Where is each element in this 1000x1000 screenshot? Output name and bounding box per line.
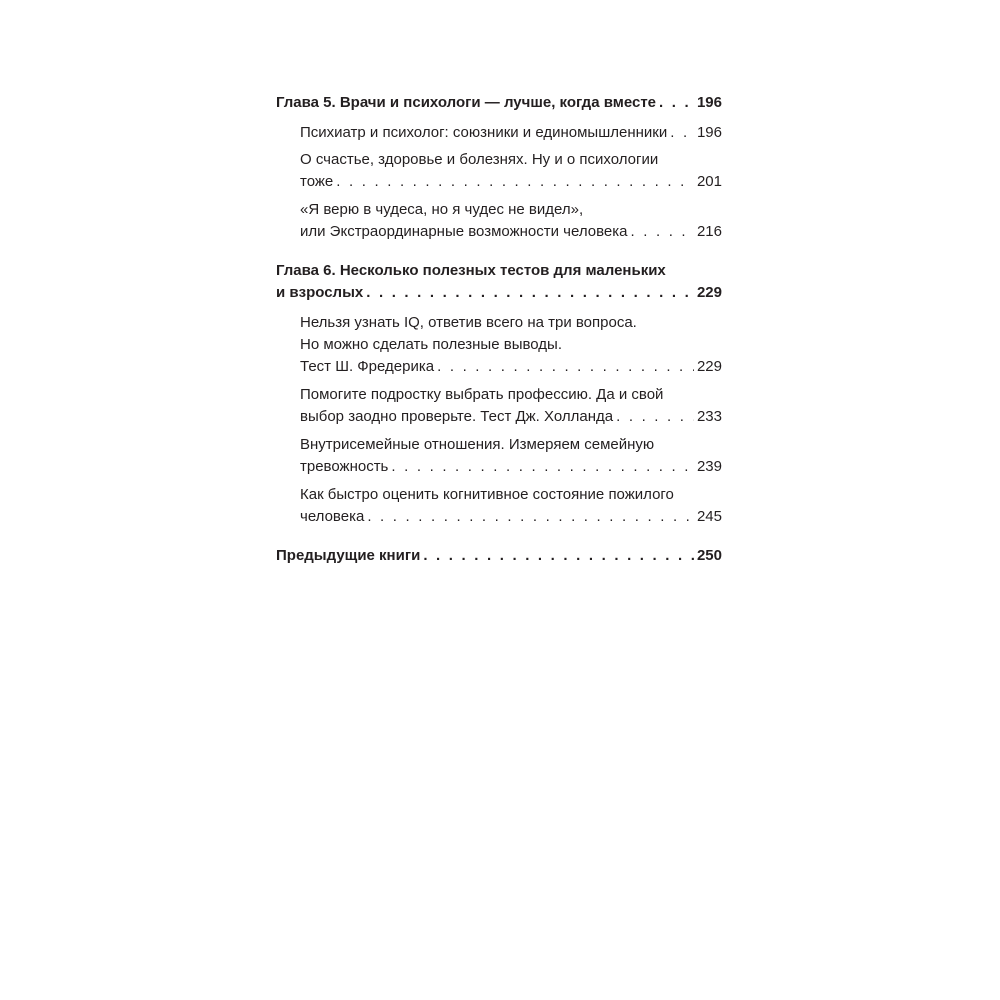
toc-entry-title: тревожность bbox=[300, 458, 389, 475]
toc-section-entry bbox=[300, 384, 722, 428]
toc-entry-last-line bbox=[300, 356, 722, 378]
table-of-contents bbox=[276, 92, 722, 567]
toc-entry-title: человека bbox=[300, 508, 365, 525]
dot-leader bbox=[659, 92, 694, 114]
toc-entry-title-line: О счастье, здоровье и болезнях. Ну и о психологии bbox=[300, 151, 659, 168]
toc-entry-last-line bbox=[276, 282, 722, 304]
toc-section-entry bbox=[300, 149, 722, 193]
toc-page-number: 229 bbox=[696, 358, 722, 375]
toc-page-number: 196 bbox=[696, 124, 722, 141]
toc-entry-last-line bbox=[276, 92, 722, 114]
toc-entry-title: и взрослых bbox=[276, 284, 364, 301]
toc-page-number: 239 bbox=[696, 458, 722, 475]
toc-entry-title: Глава 5. Врачи и психологи — лучше, когда вместе bbox=[276, 94, 657, 111]
toc-entry-last-line bbox=[300, 456, 722, 478]
toc-entry-title-line: Внутрисемейные отношения. Измеряем семейную bbox=[300, 436, 655, 453]
toc-entry-title-line: Глава 6. Несколько полезных тестов для маленьких bbox=[276, 262, 666, 279]
dot-leader bbox=[391, 456, 694, 478]
toc-entry-title: или Экстраординарные возможности человека bbox=[300, 223, 628, 240]
toc-entry-title-line: «Я верю в чудеса, но я чудес не видел», bbox=[300, 201, 584, 218]
dot-leader bbox=[616, 406, 694, 428]
toc-entry-title: тоже bbox=[300, 173, 334, 190]
toc-page-number: 250 bbox=[696, 547, 722, 564]
toc-entry-last-line bbox=[300, 506, 722, 528]
toc-section-entry bbox=[300, 434, 722, 478]
toc-page-number: 216 bbox=[696, 223, 722, 240]
dot-leader bbox=[367, 506, 694, 528]
toc-entry-title: Тест Ш. Фредерика bbox=[300, 358, 435, 375]
toc-page-number: 229 bbox=[696, 284, 722, 301]
toc-entry-title-line: Как быстро оценить когнитивное состояние пожилого bbox=[300, 486, 674, 503]
toc-entry-last-line bbox=[276, 545, 722, 567]
toc-entry-title-line: Помогите подростку выбрать профессию. Да и свой bbox=[300, 386, 664, 403]
toc-page-number: 196 bbox=[696, 94, 722, 111]
toc-entry-title-line: Но можно сделать полезные выводы. bbox=[300, 336, 562, 353]
dot-leader bbox=[670, 122, 694, 144]
toc-chapter-entry bbox=[276, 545, 722, 567]
dot-leader bbox=[630, 221, 693, 243]
toc-page-number: 245 bbox=[696, 508, 722, 525]
toc-section-entry bbox=[300, 484, 722, 528]
dot-leader bbox=[336, 171, 694, 193]
toc-entry-title: Психиатр и психолог: союзники и единомышленники bbox=[300, 124, 668, 141]
toc-page-number: 233 bbox=[696, 408, 722, 425]
toc-entry-title: выбор заодно проверьте. Тест Дж. Холланда bbox=[300, 408, 614, 425]
toc-section-entry bbox=[300, 122, 722, 144]
toc-entry-last-line bbox=[300, 221, 722, 243]
toc-entry-last-line bbox=[300, 406, 722, 428]
toc-entry-last-line bbox=[300, 171, 722, 193]
toc-entry-title: Предыдущие книги bbox=[276, 547, 421, 564]
toc-section-entry bbox=[300, 312, 722, 378]
toc-entry-title-line: Нельзя узнать IQ, ответив всего на три вопроса. bbox=[300, 314, 637, 331]
dot-leader bbox=[423, 545, 694, 567]
dot-leader bbox=[437, 356, 694, 378]
toc-chapter-entry bbox=[276, 92, 722, 114]
dot-leader bbox=[366, 282, 694, 304]
toc-page-number: 201 bbox=[696, 173, 722, 190]
toc-entry-last-line bbox=[300, 122, 722, 144]
toc-chapter-entry bbox=[276, 260, 722, 304]
toc-section-entry bbox=[300, 199, 722, 243]
